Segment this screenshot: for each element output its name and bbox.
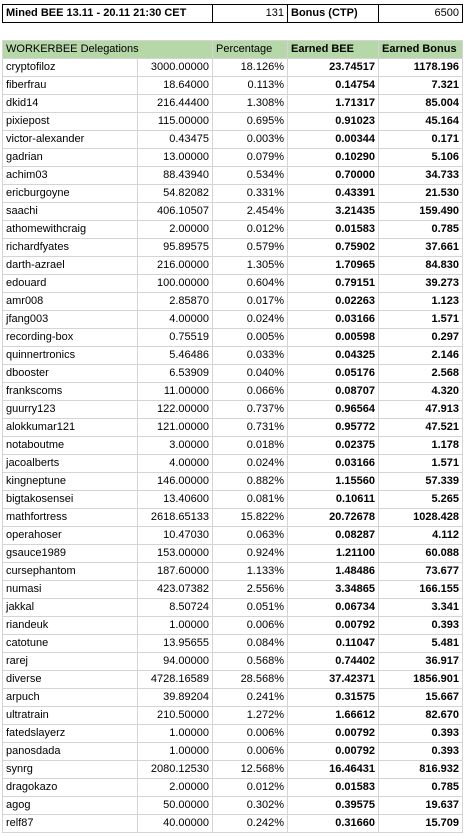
earned-bee-cell[interactable]: 3.21435	[288, 203, 379, 221]
delegator-name-cell[interactable]: recording-box	[3, 329, 138, 347]
mined-value-cell[interactable]: 131	[213, 5, 288, 23]
delegation-amount-cell[interactable]: 216.44400	[138, 95, 213, 113]
table-row	[3, 581, 463, 599]
delegation-amount-cell[interactable]: 3000.00000	[138, 59, 213, 77]
earned-bonus-cell[interactable]: 0.297	[379, 329, 463, 347]
delegation-amount-cell[interactable]: 210.50000	[138, 707, 213, 725]
earned-bee-cell[interactable]: 0.43391	[288, 185, 379, 203]
table-row	[3, 131, 463, 149]
earned-bonus-cell[interactable]: 2.146	[379, 347, 463, 365]
earned-bee-cell[interactable]: 1.21100	[288, 545, 379, 563]
percentage-cell[interactable]: 15.822%	[213, 509, 288, 527]
earned-bee-cell[interactable]: 3.34865	[288, 581, 379, 599]
delegator-name-cell[interactable]: pixiepost	[3, 113, 138, 131]
percentage-cell[interactable]: 0.012%	[213, 221, 288, 239]
table-row	[3, 59, 463, 77]
delegator-name-cell[interactable]: relf87	[3, 815, 138, 833]
table-row	[3, 311, 463, 329]
delegation-amount-cell[interactable]: 4.00000	[138, 311, 213, 329]
delegator-name-cell[interactable]: notaboutme	[3, 437, 138, 455]
earned-bee-cell[interactable]: 0.00792	[288, 725, 379, 743]
percentage-cell[interactable]: 0.024%	[213, 311, 288, 329]
empty-cell[interactable]	[213, 23, 288, 41]
empty-cell[interactable]	[3, 23, 138, 41]
delegation-amount-cell[interactable]: 2.00000	[138, 221, 213, 239]
delegator-name-cell[interactable]: jakkal	[3, 599, 138, 617]
delegator-name-cell[interactable]: agog	[3, 797, 138, 815]
percentage-cell[interactable]: 0.579%	[213, 239, 288, 257]
earned-bee-cell[interactable]: 1.48486	[288, 563, 379, 581]
earned-bee-cell[interactable]: 0.10290	[288, 149, 379, 167]
earned-bee-cell[interactable]: 0.00344	[288, 131, 379, 149]
percentage-cell[interactable]: 2.454%	[213, 203, 288, 221]
table-row	[3, 725, 463, 743]
delegator-name-cell[interactable]: riandeuk	[3, 617, 138, 635]
table-row	[3, 401, 463, 419]
percentage-cell[interactable]: 0.084%	[213, 635, 288, 653]
delegator-name-cell[interactable]: fatedslayerz	[3, 725, 138, 743]
empty-cell[interactable]	[288, 23, 379, 41]
table-row	[3, 383, 463, 401]
delegation-amount-cell[interactable]: 13.95655	[138, 635, 213, 653]
earned-bee-cell[interactable]: 1.71317	[288, 95, 379, 113]
table-row	[3, 455, 463, 473]
earned-bonus-cell[interactable]: 60.088	[379, 545, 463, 563]
delegation-amount-cell[interactable]: 406.10507	[138, 203, 213, 221]
bonus-label-cell[interactable]: Bonus (CTP)	[288, 5, 379, 23]
header-earned-bonus[interactable]: Earned Bonus	[379, 41, 463, 59]
delegator-name-cell[interactable]: alokkumar121	[3, 419, 138, 437]
earned-bee-cell[interactable]: 23.74517	[288, 59, 379, 77]
earned-bonus-cell[interactable]: 85.004	[379, 95, 463, 113]
table-row	[3, 167, 463, 185]
summary-row	[3, 5, 463, 23]
delegator-name-cell[interactable]: darth-azrael	[3, 257, 138, 275]
table-row	[3, 257, 463, 275]
earned-bee-cell[interactable]: 0.31660	[288, 815, 379, 833]
delegation-amount-cell[interactable]: 4728.16589	[138, 671, 213, 689]
percentage-cell[interactable]: 1.305%	[213, 257, 288, 275]
earned-bonus-cell[interactable]: 4.320	[379, 383, 463, 401]
empty-cell[interactable]	[138, 23, 213, 41]
delegation-amount-cell[interactable]: 1.00000	[138, 617, 213, 635]
earned-bee-cell[interactable]: 0.02375	[288, 437, 379, 455]
delegator-name-cell[interactable]: jfang003	[3, 311, 138, 329]
delegator-name-cell[interactable]: athomewithcraig	[3, 221, 138, 239]
spreadsheet	[2, 4, 462, 833]
delegator-name-cell[interactable]: cursephantom	[3, 563, 138, 581]
table-row	[3, 743, 463, 761]
delegator-name-cell[interactable]: rarej	[3, 653, 138, 671]
earned-bee-cell[interactable]: 0.10611	[288, 491, 379, 509]
earned-bee-cell[interactable]: 0.08287	[288, 527, 379, 545]
percentage-cell[interactable]: 0.924%	[213, 545, 288, 563]
delegation-amount-cell[interactable]: 5.46486	[138, 347, 213, 365]
percentage-cell[interactable]: 0.568%	[213, 653, 288, 671]
delegation-amount-cell[interactable]: 423.07382	[138, 581, 213, 599]
percentage-cell[interactable]: 0.079%	[213, 149, 288, 167]
earned-bee-cell[interactable]: 1.66612	[288, 707, 379, 725]
earned-bonus-cell[interactable]: 21.530	[379, 185, 463, 203]
earned-bonus-cell[interactable]: 1.178	[379, 437, 463, 455]
percentage-cell[interactable]: 0.242%	[213, 815, 288, 833]
earned-bonus-cell[interactable]: 1178.196	[379, 59, 463, 77]
table-row	[3, 689, 463, 707]
table-row	[3, 77, 463, 95]
delegation-amount-cell[interactable]: 4.00000	[138, 455, 213, 473]
delegation-amount-cell[interactable]: 100.00000	[138, 275, 213, 293]
earned-bonus-cell[interactable]: 5.481	[379, 635, 463, 653]
delegation-amount-cell[interactable]: 115.00000	[138, 113, 213, 131]
delegation-amount-cell[interactable]: 10.47030	[138, 527, 213, 545]
table-row	[3, 815, 463, 833]
delegator-name-cell[interactable]: gsauce1989	[3, 545, 138, 563]
header-percentage[interactable]: Percentage	[213, 41, 288, 59]
table-row	[3, 599, 463, 617]
delegation-amount-cell[interactable]: 95.89575	[138, 239, 213, 257]
percentage-cell[interactable]: 0.302%	[213, 797, 288, 815]
table-row	[3, 365, 463, 383]
empty-cell[interactable]	[379, 23, 463, 41]
delegation-amount-cell[interactable]: 2618.65133	[138, 509, 213, 527]
bonus-value-cell[interactable]: 6500	[379, 5, 463, 23]
earned-bonus-cell[interactable]: 1.571	[379, 311, 463, 329]
earned-bonus-cell[interactable]: 4.112	[379, 527, 463, 545]
delegator-name-cell[interactable]: ultratrain	[3, 707, 138, 725]
earned-bonus-cell[interactable]: 1.123	[379, 293, 463, 311]
earned-bonus-cell[interactable]: 37.661	[379, 239, 463, 257]
percentage-cell[interactable]: 0.024%	[213, 455, 288, 473]
earned-bonus-cell[interactable]: 0.785	[379, 221, 463, 239]
delegations-table	[2, 4, 463, 833]
table-row	[3, 347, 463, 365]
percentage-cell[interactable]: 1.133%	[213, 563, 288, 581]
table-row	[3, 293, 463, 311]
table-row	[3, 473, 463, 491]
delegation-amount-cell[interactable]: 13.40600	[138, 491, 213, 509]
delegator-name-cell[interactable]: frankscoms	[3, 383, 138, 401]
delegation-amount-cell[interactable]: 13.00000	[138, 149, 213, 167]
delegation-amount-cell[interactable]: 88.43940	[138, 167, 213, 185]
earned-bee-cell[interactable]: 0.96564	[288, 401, 379, 419]
delegation-amount-cell[interactable]: 1.00000	[138, 725, 213, 743]
delegator-name-cell[interactable]: diverse	[3, 671, 138, 689]
delegation-amount-cell[interactable]: 146.00000	[138, 473, 213, 491]
earned-bee-cell[interactable]: 0.95772	[288, 419, 379, 437]
earned-bonus-cell[interactable]: 0.393	[379, 725, 463, 743]
table-row	[3, 203, 463, 221]
earned-bee-cell[interactable]: 37.42371	[288, 671, 379, 689]
percentage-cell[interactable]: 0.737%	[213, 401, 288, 419]
earned-bee-cell[interactable]: 0.06734	[288, 599, 379, 617]
percentage-cell[interactable]: 0.003%	[213, 131, 288, 149]
delegation-amount-cell[interactable]: 94.00000	[138, 653, 213, 671]
earned-bonus-cell[interactable]: 5.265	[379, 491, 463, 509]
delegation-amount-cell[interactable]: 54.82082	[138, 185, 213, 203]
table-row	[3, 329, 463, 347]
earned-bonus-cell[interactable]: 84.830	[379, 257, 463, 275]
delegator-name-cell[interactable]: amr008	[3, 293, 138, 311]
earned-bee-cell[interactable]: 0.00598	[288, 329, 379, 347]
delegator-name-cell[interactable]: quinnertronics	[3, 347, 138, 365]
header-earned-bee[interactable]: Earned BEE	[288, 41, 379, 59]
delegator-name-cell[interactable]: jacoalberts	[3, 455, 138, 473]
table-row	[3, 617, 463, 635]
delegator-name-cell[interactable]: achim03	[3, 167, 138, 185]
delegation-amount-cell[interactable]: 153.00000	[138, 545, 213, 563]
delegation-amount-cell[interactable]: 6.53909	[138, 365, 213, 383]
earned-bee-cell[interactable]: 0.03166	[288, 455, 379, 473]
delegator-name-cell[interactable]: numasi	[3, 581, 138, 599]
table-row	[3, 149, 463, 167]
delegation-amount-cell[interactable]: 121.00000	[138, 419, 213, 437]
earned-bonus-cell[interactable]: 5.106	[379, 149, 463, 167]
delegation-amount-cell[interactable]: 2.00000	[138, 779, 213, 797]
header-row	[3, 41, 463, 59]
delegator-name-cell[interactable]: panosdada	[3, 743, 138, 761]
percentage-cell[interactable]: 2.556%	[213, 581, 288, 599]
percentage-cell[interactable]: 0.033%	[213, 347, 288, 365]
earned-bonus-cell[interactable]: 39.273	[379, 275, 463, 293]
earned-bonus-cell[interactable]: 73.677	[379, 563, 463, 581]
percentage-cell[interactable]: 0.882%	[213, 473, 288, 491]
table-row	[3, 275, 463, 293]
percentage-cell[interactable]: 0.006%	[213, 617, 288, 635]
delegator-name-cell[interactable]: edouard	[3, 275, 138, 293]
earned-bonus-cell[interactable]: 3.341	[379, 599, 463, 617]
table-row	[3, 653, 463, 671]
delegator-name-cell[interactable]: dkid14	[3, 95, 138, 113]
delegator-name-cell[interactable]: bigtakosensei	[3, 491, 138, 509]
header-delegations[interactable]: WORKERBEE Delegations	[3, 41, 213, 59]
delegation-amount-cell[interactable]: 122.00000	[138, 401, 213, 419]
table-row	[3, 419, 463, 437]
earned-bonus-cell[interactable]: 82.670	[379, 707, 463, 725]
earned-bonus-cell[interactable]: 57.339	[379, 473, 463, 491]
delegator-name-cell[interactable]: mathfortress	[3, 509, 138, 527]
delegation-amount-cell[interactable]: 11.00000	[138, 383, 213, 401]
table-row	[3, 509, 463, 527]
earned-bonus-cell[interactable]: 15.667	[379, 689, 463, 707]
percentage-cell[interactable]: 0.534%	[213, 167, 288, 185]
delegator-name-cell[interactable]: victor-alexander	[3, 131, 138, 149]
delegation-amount-cell[interactable]: 187.60000	[138, 563, 213, 581]
table-row	[3, 707, 463, 725]
delegation-amount-cell[interactable]: 0.43475	[138, 131, 213, 149]
earned-bonus-cell[interactable]: 7.321	[379, 77, 463, 95]
earned-bonus-cell[interactable]: 1856.901	[379, 671, 463, 689]
percentage-cell[interactable]: 0.066%	[213, 383, 288, 401]
earned-bee-cell[interactable]: 0.74402	[288, 653, 379, 671]
table-row	[3, 221, 463, 239]
percentage-cell[interactable]: 1.308%	[213, 95, 288, 113]
earned-bee-cell[interactable]: 0.91023	[288, 113, 379, 131]
earned-bonus-cell[interactable]: 0.393	[379, 743, 463, 761]
percentage-cell[interactable]: 0.051%	[213, 599, 288, 617]
percentage-cell[interactable]: 0.006%	[213, 743, 288, 761]
table-row	[3, 797, 463, 815]
earned-bee-cell[interactable]: 0.39575	[288, 797, 379, 815]
earned-bee-cell[interactable]: 0.00792	[288, 743, 379, 761]
earned-bonus-cell[interactable]: 1.571	[379, 455, 463, 473]
earned-bee-cell[interactable]: 0.79151	[288, 275, 379, 293]
delegator-name-cell[interactable]: arpuch	[3, 689, 138, 707]
delegator-name-cell[interactable]: guurry123	[3, 401, 138, 419]
mined-label-cell[interactable]: Mined BEE 13.11 - 20.11 21:30 CET	[3, 5, 213, 23]
table-row	[3, 437, 463, 455]
table-row	[3, 635, 463, 653]
percentage-cell[interactable]: 0.063%	[213, 527, 288, 545]
table-row	[3, 239, 463, 257]
percentage-cell[interactable]: 0.018%	[213, 437, 288, 455]
delegation-amount-cell[interactable]: 216.00000	[138, 257, 213, 275]
table-row	[3, 113, 463, 131]
delegator-name-cell[interactable]: kingneptune	[3, 473, 138, 491]
percentage-cell[interactable]: 0.331%	[213, 185, 288, 203]
delegation-amount-cell[interactable]: 18.64000	[138, 77, 213, 95]
earned-bee-cell[interactable]: 0.08707	[288, 383, 379, 401]
delegator-name-cell[interactable]: catotune	[3, 635, 138, 653]
delegator-name-cell[interactable]: dragokazo	[3, 779, 138, 797]
percentage-cell[interactable]: 0.005%	[213, 329, 288, 347]
delegator-name-cell[interactable]: dbooster	[3, 365, 138, 383]
table-row	[3, 563, 463, 581]
earned-bonus-cell[interactable]: 0.785	[379, 779, 463, 797]
delegation-amount-cell[interactable]: 39.89204	[138, 689, 213, 707]
delegator-name-cell[interactable]: cryptofiloz	[3, 59, 138, 77]
percentage-cell[interactable]: 12.568%	[213, 761, 288, 779]
earned-bonus-cell[interactable]: 2.568	[379, 365, 463, 383]
earned-bee-cell[interactable]: 20.72678	[288, 509, 379, 527]
delegator-name-cell[interactable]: synrg	[3, 761, 138, 779]
delegator-name-cell[interactable]: ericburgoyne	[3, 185, 138, 203]
table-row	[3, 671, 463, 689]
delegator-name-cell[interactable]: richardfyates	[3, 239, 138, 257]
spacer-row	[3, 23, 463, 41]
earned-bee-cell[interactable]: 1.70965	[288, 257, 379, 275]
delegation-amount-cell[interactable]: 2080.12530	[138, 761, 213, 779]
earned-bonus-cell[interactable]: 36.917	[379, 653, 463, 671]
table-row	[3, 185, 463, 203]
delegation-amount-cell[interactable]: 40.00000	[138, 815, 213, 833]
earned-bonus-cell[interactable]: 0.171	[379, 131, 463, 149]
percentage-cell[interactable]: 0.040%	[213, 365, 288, 383]
earned-bee-cell[interactable]: 0.70000	[288, 167, 379, 185]
earned-bonus-cell[interactable]: 47.521	[379, 419, 463, 437]
delegation-amount-cell[interactable]: 0.75519	[138, 329, 213, 347]
earned-bee-cell[interactable]: 0.01583	[288, 779, 379, 797]
earned-bonus-cell[interactable]: 0.393	[379, 617, 463, 635]
table-row	[3, 779, 463, 797]
percentage-cell[interactable]: 18.126%	[213, 59, 288, 77]
earned-bee-cell[interactable]: 0.00792	[288, 617, 379, 635]
delegation-amount-cell[interactable]: 8.50724	[138, 599, 213, 617]
table-row	[3, 545, 463, 563]
table-row	[3, 761, 463, 779]
percentage-cell[interactable]: 0.731%	[213, 419, 288, 437]
earned-bee-cell[interactable]: 0.03166	[288, 311, 379, 329]
earned-bee-cell[interactable]: 0.04325	[288, 347, 379, 365]
delegation-amount-cell[interactable]: 2.85870	[138, 293, 213, 311]
earned-bonus-cell[interactable]: 15.709	[379, 815, 463, 833]
percentage-cell[interactable]: 0.241%	[213, 689, 288, 707]
percentage-cell[interactable]: 0.006%	[213, 725, 288, 743]
earned-bonus-cell[interactable]: 34.733	[379, 167, 463, 185]
percentage-cell[interactable]: 28.568%	[213, 671, 288, 689]
table-row	[3, 95, 463, 113]
delegation-amount-cell[interactable]: 50.00000	[138, 797, 213, 815]
percentage-cell[interactable]: 1.272%	[213, 707, 288, 725]
table-row	[3, 491, 463, 509]
earned-bonus-cell[interactable]: 45.164	[379, 113, 463, 131]
earned-bee-cell[interactable]: 0.75902	[288, 239, 379, 257]
delegator-name-cell[interactable]: saachi	[3, 203, 138, 221]
delegator-name-cell[interactable]: gadrian	[3, 149, 138, 167]
earned-bee-cell[interactable]: 0.31575	[288, 689, 379, 707]
earned-bee-cell[interactable]: 0.02263	[288, 293, 379, 311]
earned-bonus-cell[interactable]: 47.913	[379, 401, 463, 419]
percentage-cell[interactable]: 0.012%	[213, 779, 288, 797]
earned-bee-cell[interactable]: 0.01583	[288, 221, 379, 239]
delegation-amount-cell[interactable]: 3.00000	[138, 437, 213, 455]
earned-bonus-cell[interactable]: 166.155	[379, 581, 463, 599]
earned-bonus-cell[interactable]: 159.490	[379, 203, 463, 221]
percentage-cell[interactable]: 0.017%	[213, 293, 288, 311]
earned-bee-cell[interactable]: 0.05176	[288, 365, 379, 383]
earned-bee-cell[interactable]: 0.11047	[288, 635, 379, 653]
earned-bonus-cell[interactable]: 816.932	[379, 761, 463, 779]
earned-bonus-cell[interactable]: 1028.428	[379, 509, 463, 527]
percentage-cell[interactable]: 0.604%	[213, 275, 288, 293]
percentage-cell[interactable]: 0.695%	[213, 113, 288, 131]
earned-bonus-cell[interactable]: 19.637	[379, 797, 463, 815]
percentage-cell[interactable]: 0.113%	[213, 77, 288, 95]
earned-bee-cell[interactable]: 16.46431	[288, 761, 379, 779]
delegator-name-cell[interactable]: fiberfrau	[3, 77, 138, 95]
table-row	[3, 527, 463, 545]
delegation-amount-cell[interactable]: 1.00000	[138, 743, 213, 761]
delegator-name-cell[interactable]: operahoser	[3, 527, 138, 545]
percentage-cell[interactable]: 0.081%	[213, 491, 288, 509]
earned-bee-cell[interactable]: 1.15560	[288, 473, 379, 491]
earned-bee-cell[interactable]: 0.14754	[288, 77, 379, 95]
